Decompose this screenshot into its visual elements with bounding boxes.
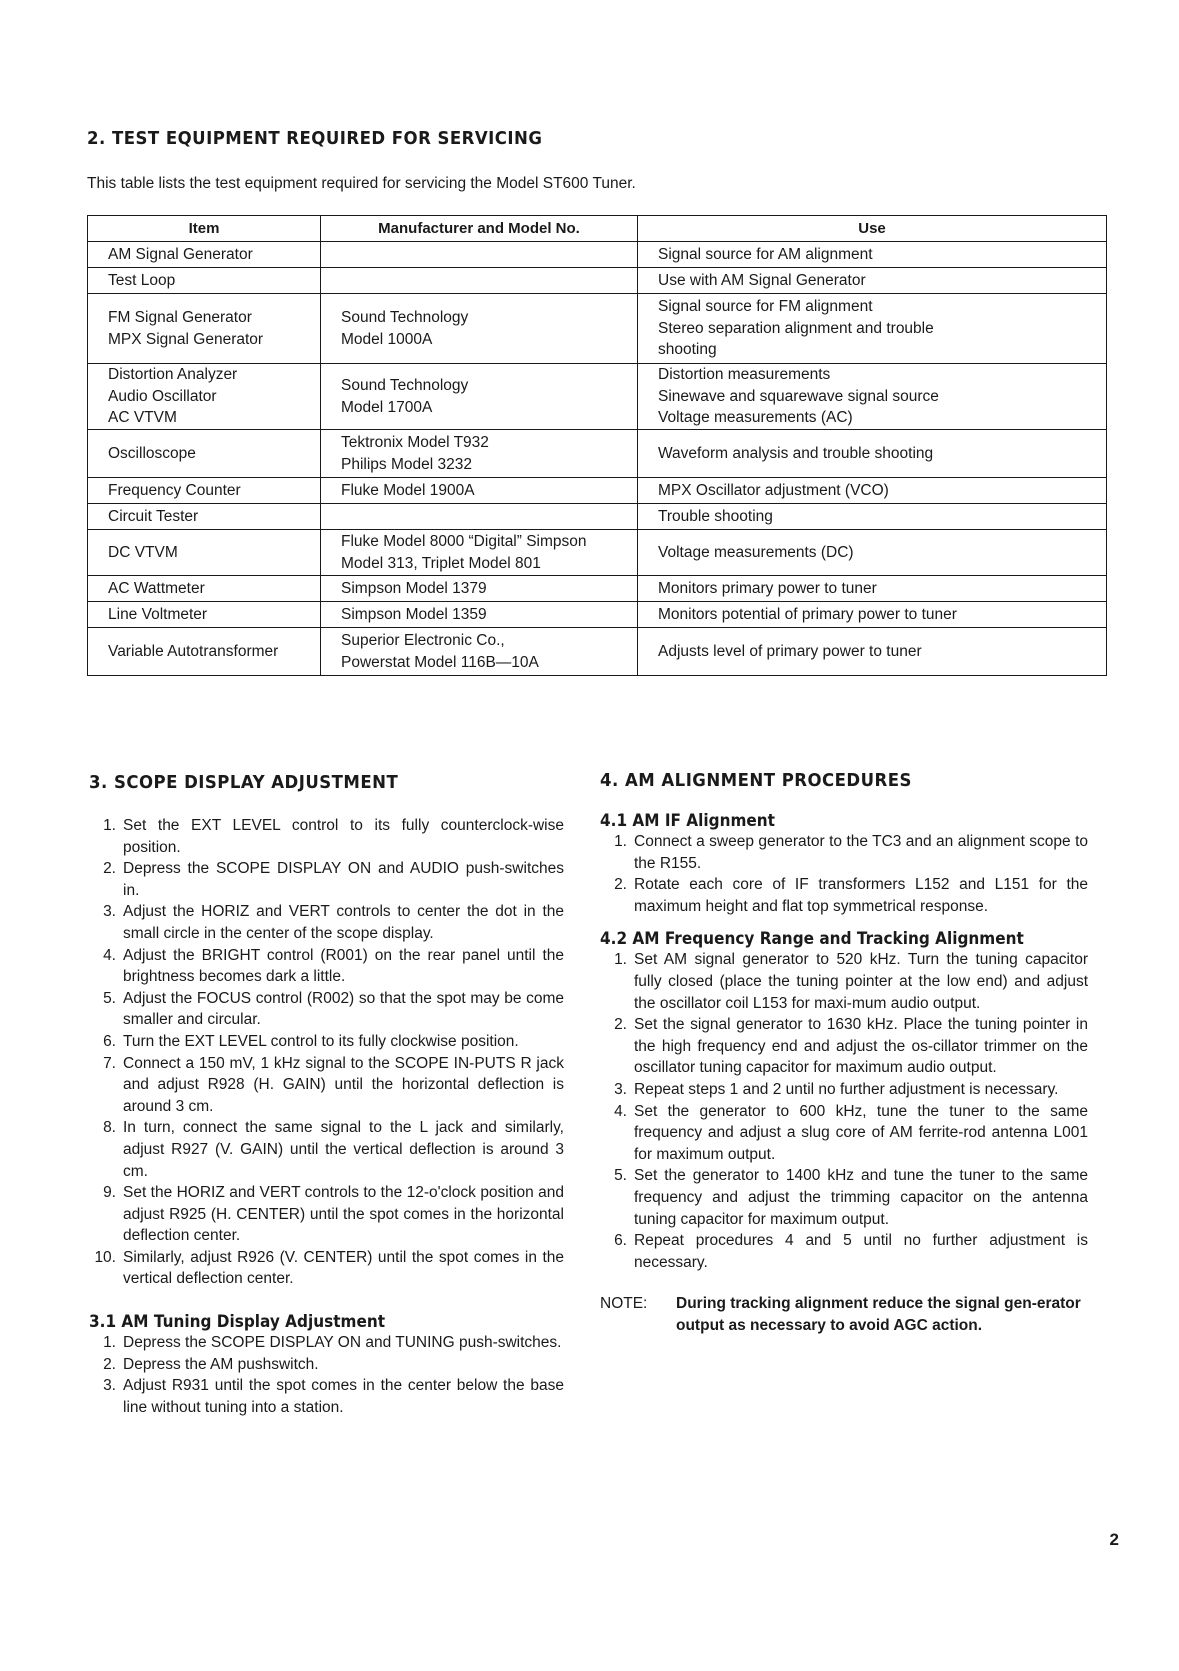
cell-item-line: Frequency Counter	[108, 481, 241, 499]
section-4-column	[600, 770, 1088, 1336]
cell-manufacturer-line: Simpson Model 1359	[341, 605, 487, 623]
cell-manufacturer	[321, 478, 638, 504]
section-4-1-heading: 4.1 AM IF Alignment	[600, 811, 775, 831]
step-number: 2.	[103, 1355, 116, 1373]
cell-manufacturer	[321, 430, 638, 478]
cell-use-line: Distortion measurements	[658, 366, 831, 384]
cell-manufacturer-line: Sound Technology	[341, 309, 469, 326]
step-text: Set AM signal generator to 520 kHz. Turn the tuning capacitor fully closed (place the tuning pointer at the low end) and adjust the oscillator coil L153 for maxi-mum audio output.	[634, 951, 1088, 1012]
section-2-intro: This table lists the test equipment required for servicing the Model ST600 Tuner.	[87, 175, 636, 192]
cell-manufacturer-line: Superior Electronic Co.,	[341, 632, 505, 649]
cell-manufacturer-line: Sound Technology	[341, 377, 469, 394]
list-item	[600, 1014, 1088, 1079]
step-text: In turn, connect the same signal to the L jack and similarly, adjust R927 (V. GAIN) until the vertical deflection is around 3 cm.	[123, 1119, 564, 1180]
cell-item-line: Test Loop	[108, 271, 176, 289]
step-text: Rotate each core of IF transformers L152 and L151 for the maximum height and flat top symmetrical response.	[634, 876, 1088, 915]
cell-manufacturer-line: Philips Model 3232	[341, 455, 472, 473]
cell-use	[638, 268, 1107, 294]
cell-use-line: Signal source for AM alignment	[658, 245, 873, 263]
table-row	[88, 268, 1107, 294]
list-item	[89, 1332, 564, 1354]
cell-use	[638, 364, 1107, 430]
step-number: 3.	[614, 1080, 627, 1098]
table-header-row	[88, 216, 1107, 242]
note	[600, 1293, 1088, 1336]
cell-use	[638, 430, 1107, 478]
section-3-steps	[89, 815, 564, 1290]
column-header-item: Item	[88, 216, 321, 242]
step-number: 2.	[103, 860, 116, 878]
cell-item	[88, 294, 321, 364]
cell-use	[638, 602, 1107, 628]
cell-manufacturer	[321, 364, 638, 430]
step-number: 1.	[103, 817, 116, 834]
note-text: During tracking alignment reduce the signal gen-erator output as necessary to avoid AGC action.	[676, 1295, 1081, 1334]
cell-item	[88, 576, 321, 602]
section-4-1-steps	[600, 831, 1088, 917]
step-text: Set the EXT LEVEL control to its fully counterclock-wise position.	[123, 817, 564, 856]
cell-use-line: Monitors potential of primary power to tuner	[658, 605, 957, 623]
cell-manufacturer-line: Model 313, Triplet Model 801	[341, 554, 541, 572]
cell-item-line: AC VTVM	[108, 409, 177, 427]
step-number: 8.	[103, 1119, 116, 1137]
cell-item-line: AM Signal Generator	[108, 245, 253, 263]
step-number: 6.	[103, 1032, 116, 1050]
cell-manufacturer	[321, 242, 638, 268]
step-number: 5.	[614, 1167, 627, 1185]
section-3-column	[89, 772, 564, 1418]
step-number: 1.	[614, 951, 627, 969]
cell-use	[638, 294, 1107, 364]
step-number: 1.	[614, 833, 627, 850]
step-number: 10.	[94, 1248, 116, 1266]
table-row	[88, 602, 1107, 628]
list-item	[89, 988, 564, 1031]
cell-item	[88, 364, 321, 430]
list-item	[89, 1053, 564, 1118]
list-item	[600, 1165, 1088, 1230]
cell-manufacturer	[321, 530, 638, 576]
step-text: Adjust R931 until the spot comes in the center below the base line without tuning into a station.	[123, 1377, 564, 1416]
cell-use	[638, 504, 1107, 530]
step-text: Adjust the HORIZ and VERT controls to center the dot in the small circle in the center of the scope display.	[123, 903, 564, 942]
test-equipment-table	[87, 215, 1107, 676]
cell-use	[638, 478, 1107, 504]
cell-item-line: AC Wattmeter	[108, 579, 205, 597]
cell-use-line: Monitors primary power to tuner	[658, 579, 877, 597]
section-3-heading: 3. SCOPE DISPLAY ADJUSTMENT	[89, 772, 399, 793]
column-header-use: Use	[638, 216, 1107, 242]
list-item	[89, 1247, 564, 1290]
step-text: Depress the SCOPE DISPLAY ON and AUDIO push-switches in.	[123, 860, 564, 899]
list-item	[89, 1117, 564, 1182]
list-item	[600, 1079, 1088, 1101]
step-text: Set the signal generator to 1630 kHz. Place the tuning pointer in the high frequency end and adjust the os-cillator trimmer on the oscillator tuning capacitor for maximum audio output.	[634, 1016, 1088, 1077]
section-4-2-heading: 4.2 AM Frequency Range and Tracking Alignment	[600, 929, 1024, 950]
step-number: 3.	[103, 1377, 116, 1395]
cell-item	[88, 478, 321, 504]
step-number: 6.	[614, 1232, 627, 1250]
table-row	[88, 242, 1107, 268]
step-number: 4.	[614, 1102, 627, 1120]
cell-use-line: Voltage measurements (DC)	[658, 543, 854, 561]
step-text: Set the generator to 1400 kHz and tune the tuner to the same frequency and adjust the trimming capacitor on the antenna tuning capacitor for maximum output.	[634, 1167, 1088, 1228]
cell-item	[88, 430, 321, 478]
table-row	[88, 576, 1107, 602]
cell-manufacturer	[321, 628, 638, 676]
cell-manufacturer-line: Fluke Model 8000 “Digital” Simpson	[341, 533, 587, 550]
cell-item	[88, 530, 321, 576]
cell-manufacturer-line: Model 1700A	[341, 398, 433, 416]
cell-item	[88, 628, 321, 676]
list-item	[600, 1230, 1088, 1273]
step-text: Set the generator to 600 kHz, tune the tuner to the same frequency and adjust a slug core of AM ferrite-rod antenna L001 for maximum output.	[634, 1102, 1088, 1163]
step-number: 2.	[614, 1016, 627, 1034]
cell-manufacturer	[321, 602, 638, 628]
cell-item-line: Circuit Tester	[108, 507, 199, 525]
section-3-1-steps	[89, 1332, 564, 1418]
section-2-heading: 2. TEST EQUIPMENT REQUIRED FOR SERVICING	[87, 128, 543, 149]
cell-manufacturer-line: Fluke Model 1900A	[341, 481, 475, 499]
step-number: 5.	[103, 989, 116, 1007]
list-item	[600, 831, 1088, 874]
list-item	[600, 874, 1088, 917]
list-item	[600, 1101, 1088, 1166]
step-number: 7.	[103, 1054, 116, 1072]
cell-use-line: Signal source for FM alignment	[658, 298, 873, 316]
cell-manufacturer	[321, 576, 638, 602]
cell-manufacturer	[321, 294, 638, 364]
cell-use-line: Trouble shooting	[658, 507, 773, 525]
step-text: Repeat procedures 4 and 5 until no further adjustment is necessary.	[634, 1232, 1088, 1271]
cell-item	[88, 504, 321, 530]
cell-item-line: Audio Oscillator	[108, 387, 217, 405]
cell-use-line: Adjusts level of primary power to tuner	[658, 642, 922, 660]
list-item	[89, 1375, 564, 1418]
cell-manufacturer	[321, 268, 638, 294]
step-text: Similarly, adjust R926 (V. CENTER) until the spot comes in the vertical deflection center.	[123, 1248, 564, 1288]
section-4-heading: 4. AM ALIGNMENT PROCEDURES	[600, 770, 912, 791]
page-number: 2	[1109, 1530, 1119, 1549]
cell-use-line: Stereo separation alignment and trouble	[658, 319, 934, 337]
table-row	[88, 430, 1107, 478]
cell-use	[638, 530, 1107, 576]
table-row	[88, 294, 1107, 364]
cell-item-line: Oscilloscope	[108, 444, 196, 462]
list-item	[89, 1182, 564, 1247]
step-text: Adjust the FOCUS control (R002) so that the spot may be come smaller and circular.	[123, 989, 564, 1029]
cell-use	[638, 576, 1107, 602]
step-text: Connect a sweep generator to the TC3 and an alignment scope to the R155.	[634, 833, 1088, 872]
step-text: Adjust the BRIGHT control (R001) on the rear panel until the brightness becomes dark a little.	[123, 946, 564, 986]
cell-item-line: DC VTVM	[108, 543, 178, 561]
cell-item-line: Line Voltmeter	[108, 605, 208, 623]
cell-manufacturer-line: Powerstat Model 116B—10A	[341, 653, 539, 671]
list-item	[89, 945, 564, 988]
step-number: 9.	[103, 1184, 116, 1202]
step-number: 3.	[103, 903, 116, 921]
step-text: Repeat steps 1 and 2 until no further adjustment is necessary.	[634, 1080, 1059, 1098]
table-row	[88, 628, 1107, 676]
list-item	[89, 858, 564, 901]
step-text: Connect a 150 mV, 1 kHz signal to the SCOPE IN-PUTS R jack and adjust R928 (H. GAIN) until the horizontal deflection is around 3 cm.	[123, 1054, 564, 1115]
cell-use-line: shooting	[658, 341, 717, 359]
cell-use-line: Sinewave and squarewave signal source	[658, 387, 939, 405]
list-item	[89, 815, 564, 858]
table-row	[88, 478, 1107, 504]
table-row	[88, 530, 1107, 576]
cell-use-line: Voltage measurements (AC)	[658, 409, 853, 427]
cell-item-line: Variable Autotransformer	[108, 642, 279, 660]
step-text: Turn the EXT LEVEL control to its fully clockwise position.	[123, 1032, 519, 1050]
column-header-manufacturer: Manufacturer and Model No.	[321, 216, 638, 242]
section-3-1-heading: 3.1 AM Tuning Display Adjustment	[89, 1312, 386, 1333]
step-number: 2.	[614, 876, 627, 894]
cell-item-line: MPX Signal Generator	[108, 330, 264, 348]
section-4-2-steps	[600, 949, 1088, 1273]
cell-manufacturer	[321, 504, 638, 530]
cell-item	[88, 602, 321, 628]
cell-item-line: Distortion Analyzer	[108, 366, 238, 384]
step-text: Set the HORIZ and VERT controls to the 12-o'clock position and adjust R925 (H. CENTER) until the spot comes in the horizontal deflection center.	[123, 1184, 564, 1245]
table-row	[88, 364, 1107, 430]
cell-use-line: Use with AM Signal Generator	[658, 271, 866, 289]
list-item	[600, 949, 1088, 1014]
step-text: Depress the SCOPE DISPLAY ON and TUNING push-switches.	[123, 1334, 562, 1352]
step-number: 1.	[103, 1334, 116, 1352]
cell-manufacturer-line: Model 1000A	[341, 330, 433, 348]
note-label: NOTE:	[600, 1295, 648, 1313]
cell-item	[88, 242, 321, 268]
cell-item-line: FM Signal Generator	[108, 309, 252, 326]
cell-manufacturer-line: Simpson Model 1379	[341, 579, 487, 597]
list-item	[89, 901, 564, 944]
cell-item	[88, 268, 321, 294]
table-body	[88, 242, 1107, 676]
list-item	[89, 1354, 564, 1376]
cell-manufacturer-line: Tektronix Model T932	[341, 434, 489, 451]
cell-use	[638, 242, 1107, 268]
cell-use-line: Waveform analysis and trouble shooting	[658, 444, 934, 462]
step-number: 4.	[103, 946, 116, 964]
list-item	[89, 1031, 564, 1053]
step-text: Depress the AM pushswitch.	[123, 1355, 319, 1373]
cell-use-line: MPX Oscillator adjustment (VCO)	[658, 481, 889, 499]
table-row	[88, 504, 1107, 530]
cell-use	[638, 628, 1107, 676]
